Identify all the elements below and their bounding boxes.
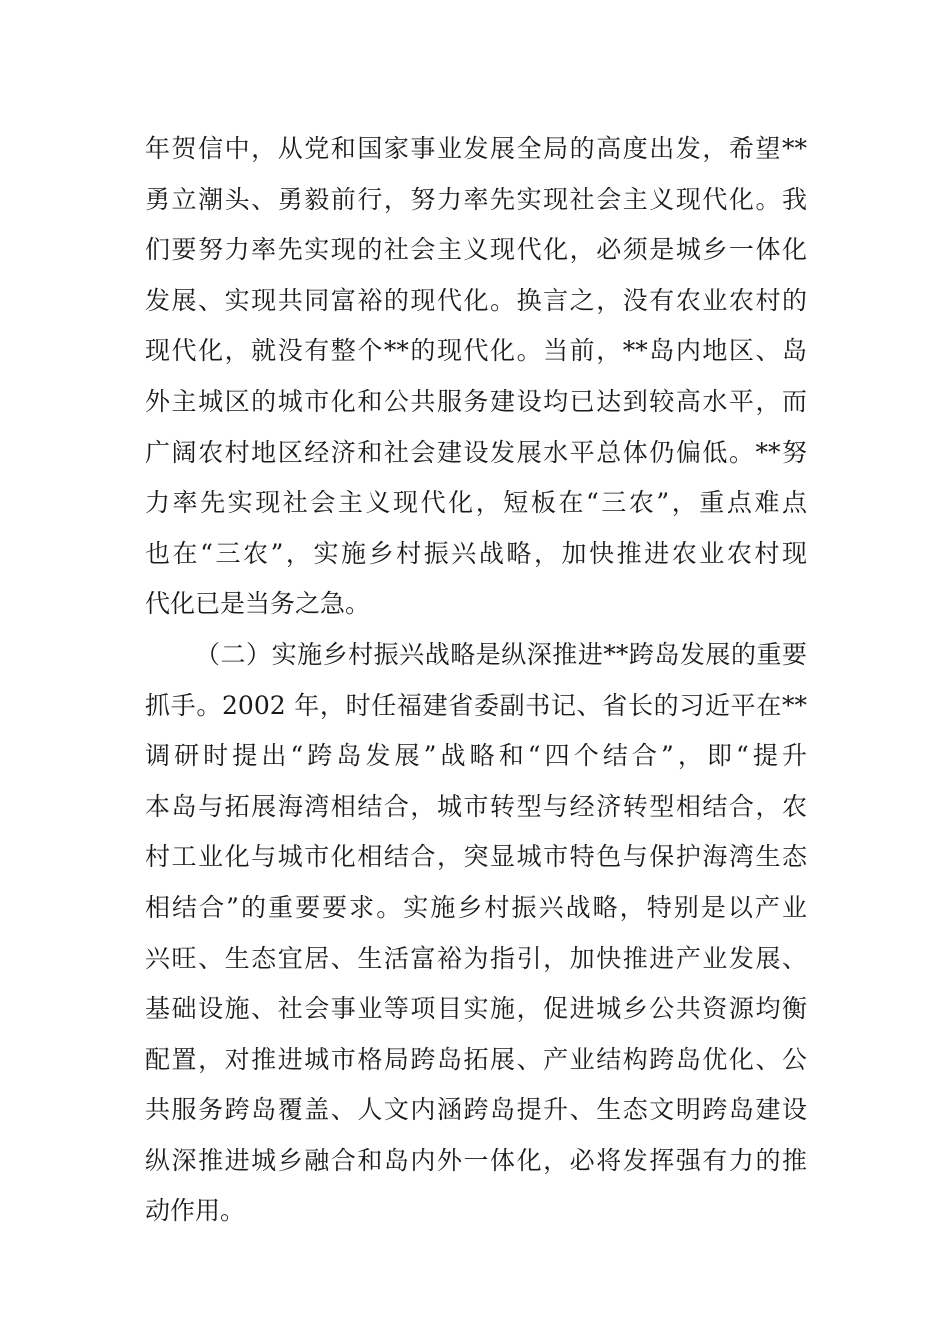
paragraph-2: [145, 630, 807, 1237]
text-line: 们要努力率先实现的社会主义现代化，必须是城乡一体化: [145, 235, 807, 265]
text-line: 抓手。2002 年，时任福建省委副书记、省长的习近平在**: [145, 690, 807, 720]
text-line: 兴旺、生态宜居、生活富裕为指引，加快推进产业发展、: [145, 943, 807, 973]
section-heading-line: （二）实施乡村振兴战略是纵深推进**跨岛发展的重要: [195, 639, 807, 669]
text-line: 年贺信中，从党和国家事业发展全局的高度出发，希望**: [145, 134, 807, 163]
text-line: 调研时提出“跨岛发展”战略和“四个结合”，即“提升: [145, 741, 807, 771]
text-line: 村工业化与城市化相结合，突显城市特色与保护海湾生态: [145, 842, 807, 872]
text-line: 广阔农村地区经济和社会建设发展水平总体仍偏低。**努: [145, 437, 807, 467]
text-line: 现代化，就没有整个**的现代化。当前，**岛内地区、岛: [145, 336, 807, 366]
text-line: 配置，对推进城市格局跨岛拓展、产业结构跨岛优化、公: [145, 1044, 807, 1074]
text-line: 纵深推进城乡融合和岛内外一体化，必将发挥强有力的推: [145, 1145, 807, 1175]
text-line: 基础设施、社会事业等项目实施，促进城乡公共资源均衡: [145, 994, 807, 1024]
text-line: 相结合”的重要要求。实施乡村振兴战略，特别是以产业: [145, 892, 807, 922]
text-line: 发展、实现共同富裕的现代化。换言之，没有农业农村的: [145, 285, 807, 315]
text-line: 本岛与拓展海湾相结合，城市转型与经济转型相结合，农: [145, 791, 807, 821]
text-line: 外主城区的城市化和公共服务建设均已达到较高水平，而: [145, 386, 807, 416]
text-line: 共服务跨岛覆盖、人文内涵跨岛提升、生态文明跨岛建设: [145, 1095, 807, 1125]
text-line: 力率先实现社会主义现代化，短板在“三农”，重点难点: [145, 488, 807, 518]
document-body: [145, 124, 807, 1237]
paragraph-1: [145, 124, 807, 630]
text-line: 也在“三农”，实施乡村振兴战略，加快推进农业农村现: [145, 538, 807, 568]
text-line: 动作用。: [145, 1196, 246, 1226]
text-line: 勇立潮头、勇毅前行，努力率先实现社会主义现代化。我: [145, 184, 807, 214]
text-line: 代化已是当务之急。: [145, 589, 371, 619]
